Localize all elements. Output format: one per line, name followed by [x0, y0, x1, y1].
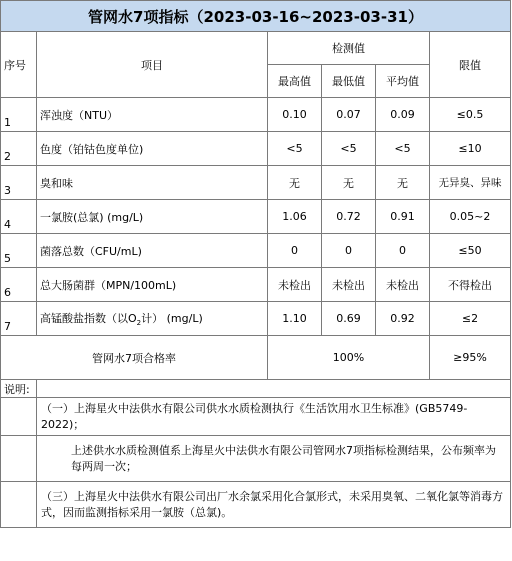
row-limit: ≤50 [430, 234, 511, 268]
row-avg: 未检出 [376, 268, 430, 302]
row-item: 臭和味 [37, 166, 268, 200]
row-item: 色度（铂钴色度单位) [37, 132, 268, 166]
row-seq: 3 [1, 166, 37, 200]
header-detect: 检测值 [268, 32, 430, 65]
row-item: 一氯胺(总氯) (mg/L) [37, 200, 268, 234]
row-min: 未检出 [322, 268, 376, 302]
note-gutter [1, 398, 37, 436]
summary-value: 100% [268, 336, 430, 380]
header-min: 最低值 [322, 65, 376, 98]
row-limit: ≤2 [430, 302, 511, 336]
row-item: 浑浊度（NTU） [37, 98, 268, 132]
row-seq: 2 [1, 132, 37, 166]
table-row [1, 268, 511, 302]
row-limit: ≤0.5 [430, 98, 511, 132]
row-limit: 不得检出 [430, 268, 511, 302]
summary-limit: ≥95% [430, 336, 511, 380]
header-item: 项目 [37, 32, 268, 98]
row-avg: 0.92 [376, 302, 430, 336]
row-min: 无 [322, 166, 376, 200]
row-avg: 无 [376, 166, 430, 200]
row-seq: 4 [1, 200, 37, 234]
row-max: 1.10 [268, 302, 322, 336]
row-min: 0 [322, 234, 376, 268]
row-limit: ≤10 [430, 132, 511, 166]
note-gutter [1, 436, 37, 482]
row-max: 无 [268, 166, 322, 200]
row-max: <5 [268, 132, 322, 166]
table-row [1, 132, 511, 166]
item-text-post: 计） (mg/L) [141, 311, 203, 325]
row-avg: 0.91 [376, 200, 430, 234]
row-item: 菌落总数（CFU/mL) [37, 234, 268, 268]
table-title: 管网水7项指标（2023-03-16~2023-03-31） [1, 1, 511, 32]
row-min: 0.69 [322, 302, 376, 336]
note-item: （三）上海星火中法供水有限公司出厂水余氯采用化合氯形式，未采用臭氧、二氧化氯等消毒方式，因而监测指标采用一氯胺（总氯)。 [37, 482, 511, 528]
row-max: 0.10 [268, 98, 322, 132]
row-item: 总大肠菌群（MPN/100mL) [37, 268, 268, 302]
summary-label: 管网水7项合格率 [1, 336, 268, 380]
row-seq: 1 [1, 98, 37, 132]
item-subscript: 2 [136, 319, 142, 328]
note-item: 上述供水水质检测值系上海星火中法供水有限公司管网水7项指标检测结果，公布频率为每两周一次； [37, 436, 511, 482]
note-item: （一）上海星火中法供水有限公司供水水质检测执行《生活饮用水卫生标准》(GB5749-2022)； [37, 398, 511, 436]
row-item [37, 302, 268, 336]
header-avg: 平均值 [376, 65, 430, 98]
row-seq: 6 [1, 268, 37, 302]
table-row [1, 200, 511, 234]
summary-row [1, 336, 511, 380]
row-seq: 5 [1, 234, 37, 268]
row-limit: 0.05~2 [430, 200, 511, 234]
header-max: 最高值 [268, 65, 322, 98]
table-row [1, 166, 511, 200]
table-row [1, 98, 511, 132]
table-row [1, 234, 511, 268]
row-max: 0 [268, 234, 322, 268]
row-avg: 0.09 [376, 98, 430, 132]
notes-spacer [37, 380, 511, 398]
row-avg: 0 [376, 234, 430, 268]
notes-label: 说明: [1, 380, 37, 398]
row-max: 1.06 [268, 200, 322, 234]
row-min: <5 [322, 132, 376, 166]
header-seq: 序号 [1, 32, 37, 98]
row-avg: <5 [376, 132, 430, 166]
row-limit: 无异臭、异味 [430, 166, 511, 200]
row-max: 未检出 [268, 268, 322, 302]
note-gutter [1, 482, 37, 528]
row-seq: 7 [1, 302, 37, 336]
header-limit: 限值 [430, 32, 511, 98]
table-row [1, 302, 511, 336]
row-min: 0.72 [322, 200, 376, 234]
row-min: 0.07 [322, 98, 376, 132]
item-text-pre: 高锰酸盐指数（以O [40, 311, 137, 325]
